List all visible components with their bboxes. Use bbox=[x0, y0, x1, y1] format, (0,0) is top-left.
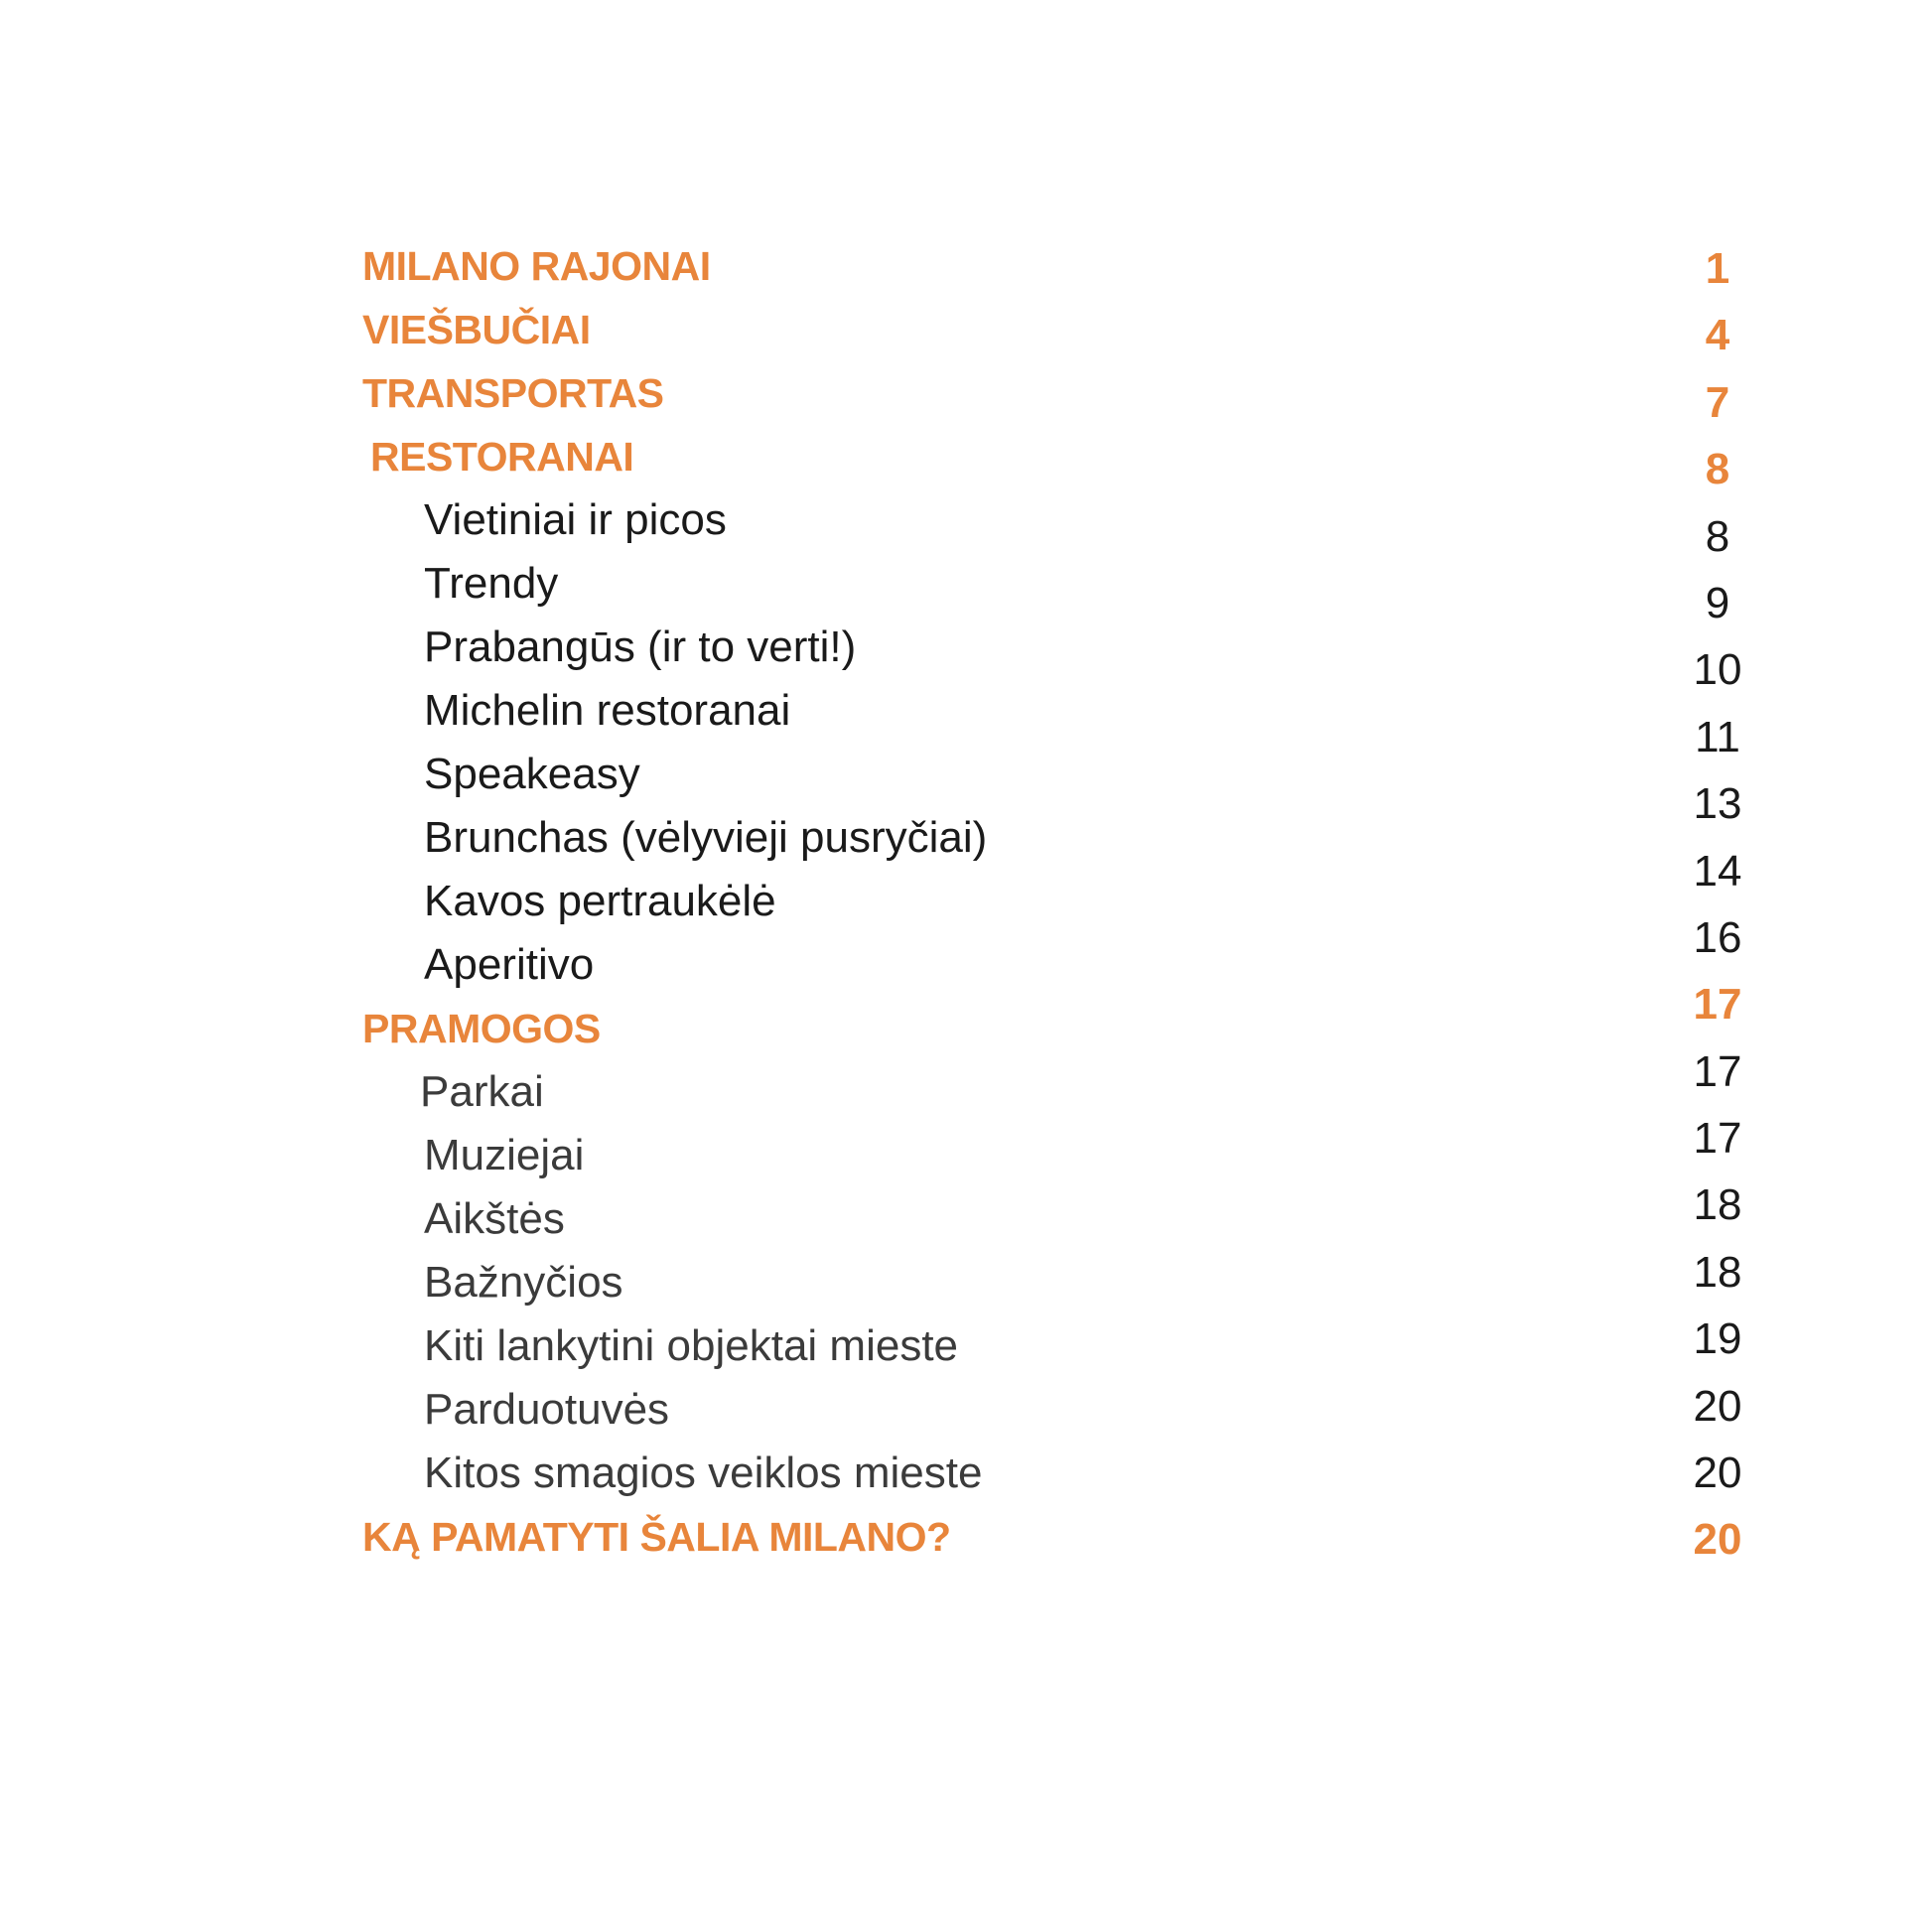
toc-page-number: 17 bbox=[1693, 980, 1742, 1030]
toc-page-number: 4 bbox=[1705, 311, 1730, 360]
toc-page-number: 16 bbox=[1693, 912, 1742, 962]
toc-subsection-title[interactable]: Trendy bbox=[424, 559, 559, 608]
toc-page-number: 20 bbox=[1693, 1515, 1742, 1565]
toc-page-number: 1 bbox=[1705, 244, 1730, 293]
toc-section-title[interactable]: MILANO RAJONAI bbox=[362, 243, 711, 289]
toc-subsection-title[interactable]: Bažnyčios bbox=[424, 1258, 623, 1307]
toc-page-numbers-column bbox=[1648, 235, 1787, 1574]
toc-page-number: 7 bbox=[1705, 377, 1730, 427]
toc-page-number: 8 bbox=[1705, 511, 1730, 561]
toc-page-number: 20 bbox=[1693, 1449, 1742, 1498]
toc-subsection-title[interactable]: Muziejai bbox=[424, 1131, 585, 1179]
toc-subsection-title[interactable]: Kavos pertraukėlė bbox=[424, 877, 776, 925]
toc-page-number: 11 bbox=[1695, 712, 1740, 761]
toc-section-title[interactable]: VIEŠBUČIAI bbox=[362, 307, 591, 352]
toc-section-title[interactable]: RESTORANAI bbox=[370, 434, 634, 480]
toc-page-number: 13 bbox=[1693, 779, 1742, 829]
toc-page-number: 19 bbox=[1693, 1314, 1742, 1364]
toc-page-number: 18 bbox=[1693, 1247, 1742, 1297]
toc-page-number: 9 bbox=[1705, 578, 1730, 627]
toc-page-number: 10 bbox=[1693, 645, 1742, 695]
toc-subsection-title[interactable]: Vietiniai ir picos bbox=[424, 495, 727, 544]
toc-page-number: 18 bbox=[1693, 1180, 1742, 1230]
toc-page-number: 17 bbox=[1693, 1046, 1742, 1096]
toc-subsection-title[interactable]: Kiti lankytini objektai mieste bbox=[424, 1321, 959, 1370]
toc-subsection-title[interactable]: Michelin restoranai bbox=[424, 686, 791, 735]
toc-subsection-title[interactable]: Aperitivo bbox=[424, 940, 595, 989]
toc-page-number: 17 bbox=[1693, 1114, 1742, 1164]
toc-page-number: 14 bbox=[1693, 846, 1742, 896]
toc-subsection-title[interactable]: Kitos smagios veiklos mieste bbox=[424, 1449, 983, 1497]
toc-subsection-title[interactable]: Parkai bbox=[420, 1067, 544, 1116]
toc-page-number: 20 bbox=[1693, 1381, 1742, 1431]
toc-section-title[interactable]: KĄ PAMATYTI ŠALIA MILANO? bbox=[362, 1514, 951, 1560]
toc-section-title[interactable]: PRAMOGOS bbox=[362, 1006, 601, 1051]
toc-titles-column bbox=[362, 234, 1355, 1569]
toc-subsection-title[interactable]: Speakeasy bbox=[424, 750, 640, 798]
toc-subsection-title[interactable]: Aikštės bbox=[424, 1194, 565, 1243]
toc-subsection-title[interactable]: Parduotuvės bbox=[424, 1385, 670, 1434]
toc-section-title[interactable]: TRANSPORTAS bbox=[362, 370, 664, 416]
toc-subsection-title[interactable]: Prabangūs (ir to verti!) bbox=[424, 622, 857, 671]
toc-subsection-title[interactable]: Brunchas (vėlyvieji pusryčiai) bbox=[424, 813, 988, 862]
toc-page-number: 8 bbox=[1705, 445, 1730, 494]
